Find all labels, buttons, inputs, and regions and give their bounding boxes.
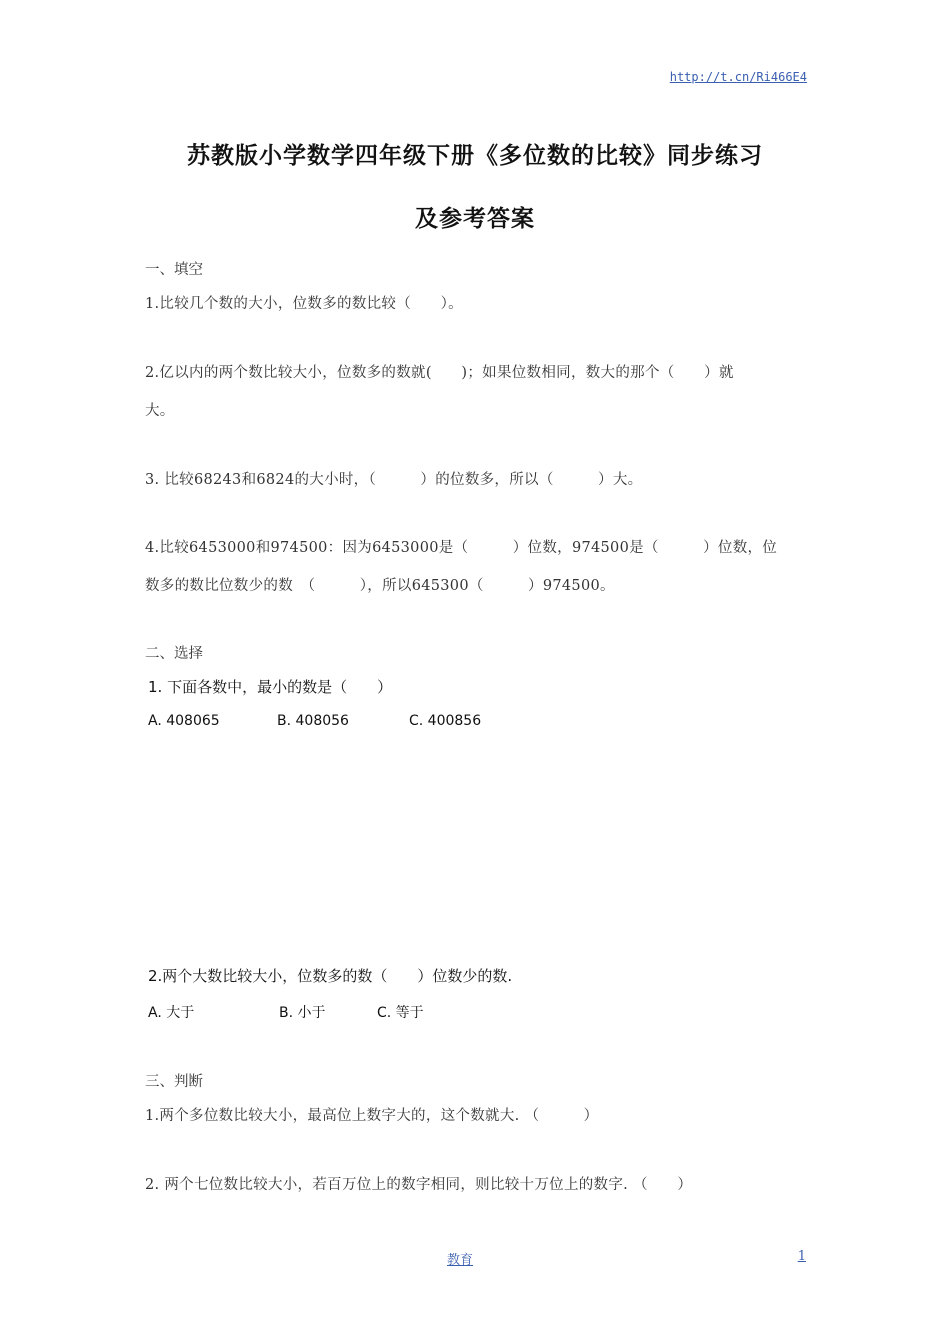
fill-question-4: 4.比较6453000和974500：因为6453000是（ ）位数，974500是（ ）位数，位 [145, 540, 778, 556]
fill-question-1: 1.比较几个数的大小，位数多的数比较（ ）。 [145, 296, 463, 312]
fill-question-4-cont: 数多的数比位数少的数 （ ），所以645300（ ）974500。 [145, 578, 615, 594]
fill-question-2-cont: 大。 [145, 403, 175, 419]
section2-heading: 二、选择 [145, 646, 203, 662]
page-number[interactable]: 1 [797, 1249, 806, 1264]
fill-question-2: 2.亿以内的两个数比较大小，位数多的数就( )；如果位数相同，数大的那个（ ）就 [145, 365, 734, 381]
choice-2-option-a: A. 大于 [148, 1005, 195, 1021]
choice-1-option-c: C. 400856 [409, 713, 482, 729]
judge-question-2: 2. 两个七位数比较大小，若百万位上的数字相同，则比较十万位上的数字. （ ） [145, 1177, 693, 1193]
choice-question-1: 1. 下面各数中，最小的数是（ ） [148, 678, 393, 696]
page-title-line2: 及参考答案 [415, 206, 535, 232]
fill-question-3: 3. 比较68243和6824的大小时，（ ）的位数多，所以（ ）大。 [145, 472, 643, 488]
section3-heading: 三、判断 [145, 1074, 203, 1090]
choice-2-option-b: B. 小于 [279, 1005, 326, 1021]
header-url-link[interactable]: http://t.cn/Ri466E4 [669, 70, 807, 84]
choice-1-option-a: A. 408065 [148, 713, 220, 729]
choice-2-option-c: C. 等于 [377, 1005, 424, 1021]
section1-heading: 一、填空 [145, 262, 203, 278]
footer-link[interactable]: 教育 [447, 1253, 474, 1268]
judge-question-1: 1.两个多位数比较大小，最高位上数字大的，这个数就大. （ ） [145, 1108, 599, 1124]
page-title-line1: 苏教版小学数学四年级下册《多位数的比较》同步练习 [187, 143, 763, 169]
choice-question-2: 2.两个大数比较大小，位数多的数（ ）位数少的数. [148, 967, 513, 985]
choice-1-option-b: B. 408056 [277, 713, 349, 729]
